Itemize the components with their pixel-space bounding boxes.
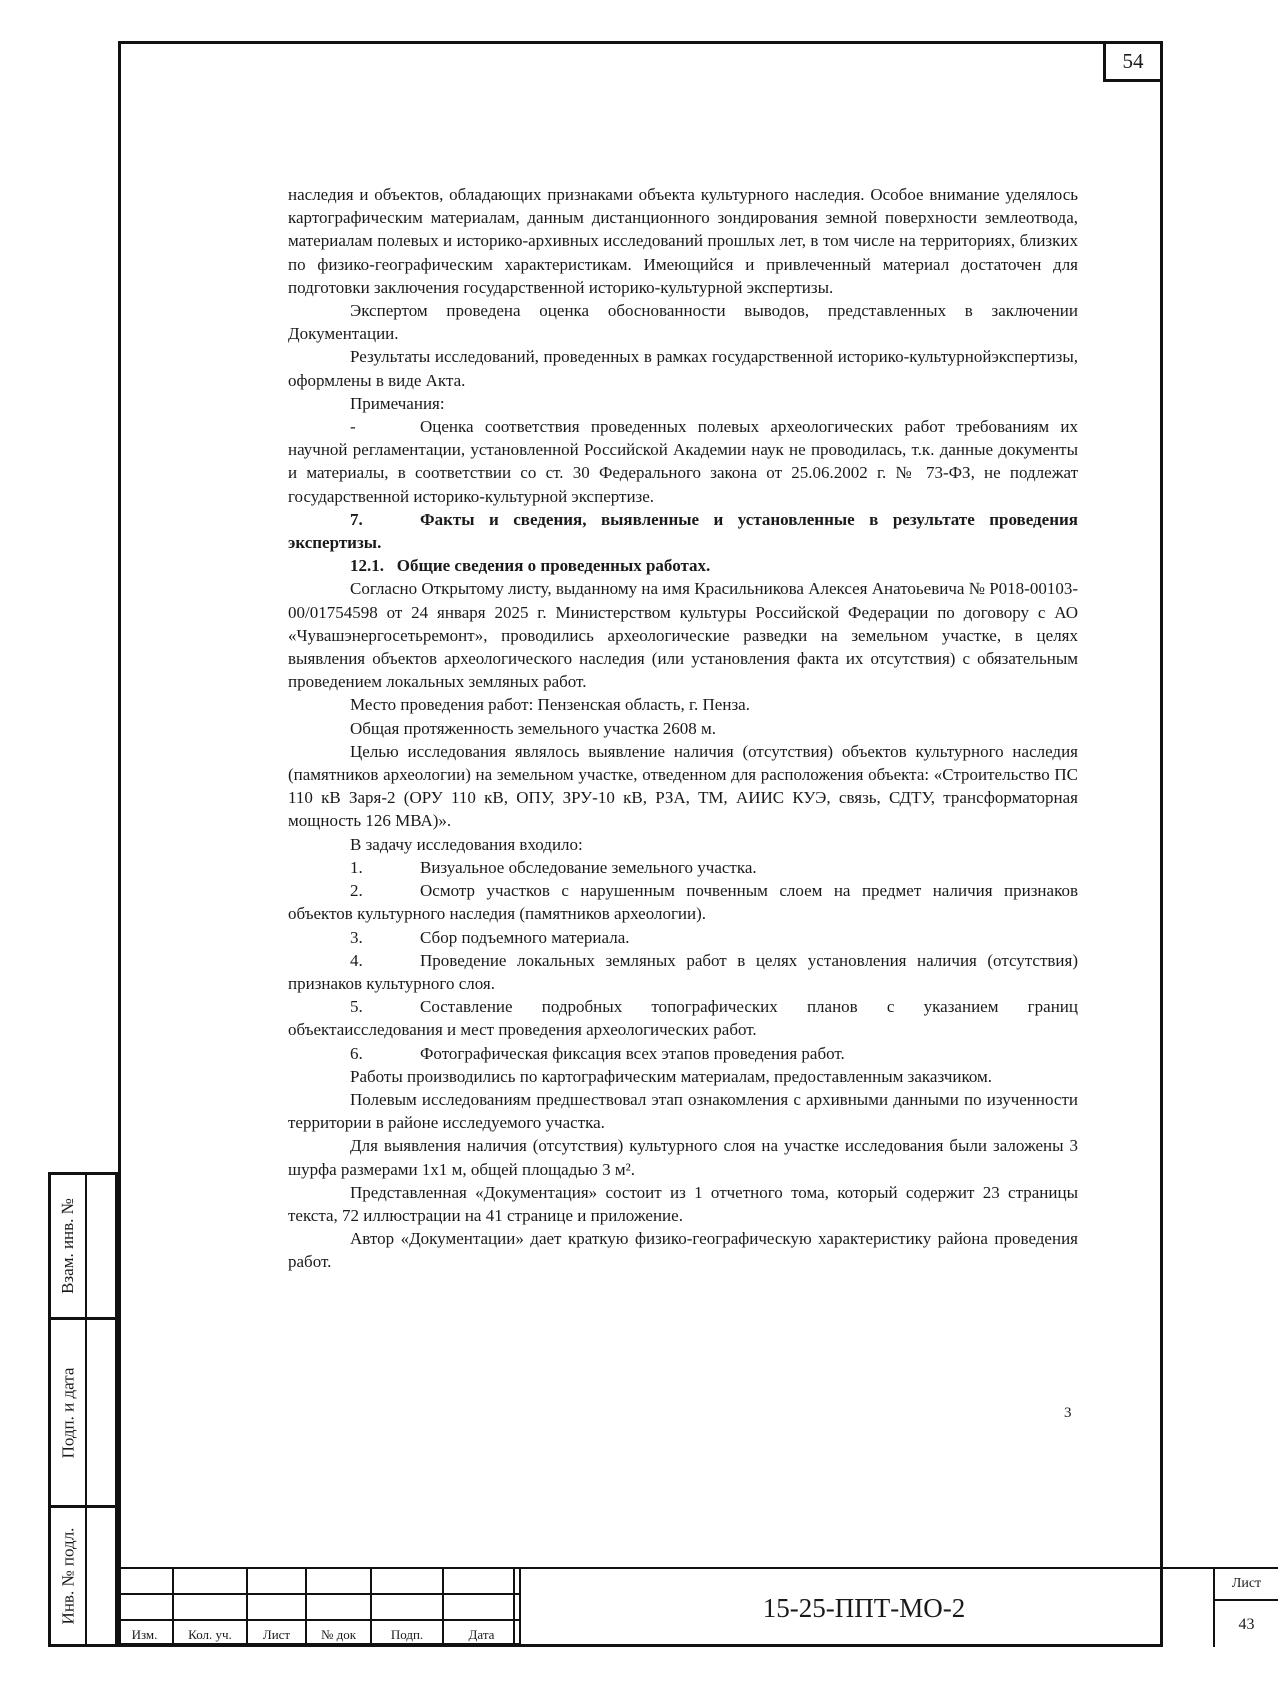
paragraph: Результаты исследований, проведенных в рамках государственной историко-культурнойэкспертизы, оформлены в виде Акта. [288,347,1078,390]
sheet-label: Лист [1215,1569,1278,1601]
side-box-podp [48,1317,118,1508]
stamp-header: Подп. [371,1620,443,1644]
stamp-header: Изм. [116,1620,173,1644]
task-text: Фотографическая фиксация всех этапов проведения работ. [420,1043,845,1063]
side-label-vzam: Взам. инв. № [58,1198,77,1294]
task-item [288,1042,1078,1065]
section-heading [288,508,1078,554]
stamp-header: Лист [247,1620,306,1644]
task-text: Осмотр участков с нарушенным почвенным слоем на предмет наличия признаков объектов культурного наследия (памятников археологии). [288,881,1078,924]
task-text: Проведение локальных земляных работ в целях установления наличия (отсутствия) признаков культурного слоя. [288,950,1078,993]
paragraph: Примечания: [350,393,445,413]
section-number: 7. [350,509,363,529]
task-number: 1. [350,857,363,877]
subsection-number: 12.1. [350,556,384,576]
paragraph: Место проведения работ: Пензенская область, г. Пенза. [350,695,750,715]
document-code: 15-25-ППТ-МО-2 [513,1567,1213,1647]
sheet-box [1213,1567,1278,1647]
task-number: 5. [350,997,363,1017]
sheet-value: 43 [1238,1616,1255,1633]
note-text: Оценка соответствия проведенных полевых археологических работ требованиям их научной регламентации, установленной Российской Академии наук не проводилась, т.к. данные документы и материалы, в соответствии со ст. 30 Федерального закона от 25.06.2002 г. № 73-ФЗ, не подлежат государственной историко-культурной экспертизе. [288,417,1078,506]
revision-table [115,1567,521,1645]
task-number: 2. [350,881,363,901]
side-box-vzam [48,1172,118,1320]
paragraph: Экспертом проведена оценка обоснованности выводов, представленных в заключении Документации. [288,301,1078,344]
stamp-header: Кол. уч. [173,1620,247,1644]
paragraph: наследия и объектов, обладающих признаками объекта культурного наследия. Особое внимание уделялось картографическим материалам, данным дистанционного зондирования земной поверхности землеотвода, материалам полевых и историко-архивных исследований прошлых лет, в том числе на территориях, близких по физико-географическим характеристикам. Имеющийся и привлеченный материал достаточен для подготовки заключения государственной историко-культурной экспертизы. [288,185,1078,297]
dash-marker: - [350,417,356,437]
side-label-podp: Подп. и дата [58,1367,78,1458]
section-title: Факты и сведения, выявленные и установленные в результате проведения экспертизы. [288,509,1078,553]
task-item [288,879,1078,925]
note-item [288,415,1078,508]
paragraph: Для выявления наличия (отсутствия) культурного слоя на участке исследования были заложены 3 шурфа размерами 1х1 м, общей площадью 3 м². [288,1136,1078,1179]
task-text: Составление подробных топографических планов с указанием границ объектаисследования и мест проведения археологических работ. [288,997,1078,1040]
paragraph: Общая протяженность земельного участка 2608 м. [350,718,717,738]
document-body [288,183,1078,1274]
stamp-header: Дата [443,1620,520,1644]
side-box-inv [48,1505,118,1647]
task-item [288,856,1078,879]
page-footer-number: 3 [1064,1405,1072,1421]
task-number: 3. [350,927,363,947]
paragraph: Целью исследования являлось выявление наличия (отсутствия) объектов культурного наследия (памятников археологии) на земельном участке, отведенном для расположения объекта: «Строительство ПС 110 кВ Заря-2 (ОРУ 110 кВ, ОПУ, ЗРУ-10 кВ, РЗА, ТМ, АИИС КУЭ, связь, СДТУ, трансформаторная мощность 126 МВА)». [288,741,1078,831]
top-sheet-number: 54 [1103,41,1163,82]
task-number: 4. [350,950,363,970]
task-item [288,995,1078,1041]
paragraph: Представленная «Документация» состоит из 1 отчетного тома, который содержит 23 страницы текста, 72 иллюстрации на 41 странице и приложение. [288,1182,1078,1225]
title-block [115,1567,1262,1647]
side-label-inv: Инв. № подл. [58,1527,77,1625]
subsection-title: Общие сведения о проведенных работах. [396,556,711,576]
subsection-heading [288,554,1078,577]
paragraph: Полевым исследованиям предшествовал этап ознакомления с архивными данными по изученности территории в районе исследуемого участка. [288,1089,1078,1133]
task-number: 6. [350,1043,363,1063]
task-item [288,949,1078,995]
paragraph: Согласно Открытому листу, выданному на имя Красильникова Алексея Анатоьевича № Р018-00103-00/01754598 от 24 января 2025 г. Министерством культуры Российской Федерации по договору с АО «Чувашэнергосетьремонт», проводились археологические разведки на земельном участке, в целях выявления объектов археологического наследия (или установления факта их отсутствия) с обязательным проведением локальных земляных работ. [288,579,1078,692]
paragraph: Работы производились по картографическим материалам, предоставленным заказчиком. [350,1066,993,1086]
task-item [288,926,1078,949]
task-text: Сбор подъемного материала. [420,927,630,947]
paragraph: Автор «Документации» дает краткую физико-географическую характеристику района проведения работ. [288,1229,1078,1272]
task-text: Визуальное обследование земельного участка. [420,857,757,877]
stamp-header: № док [306,1620,371,1644]
paragraph: В задачу исследования входило: [350,834,583,854]
